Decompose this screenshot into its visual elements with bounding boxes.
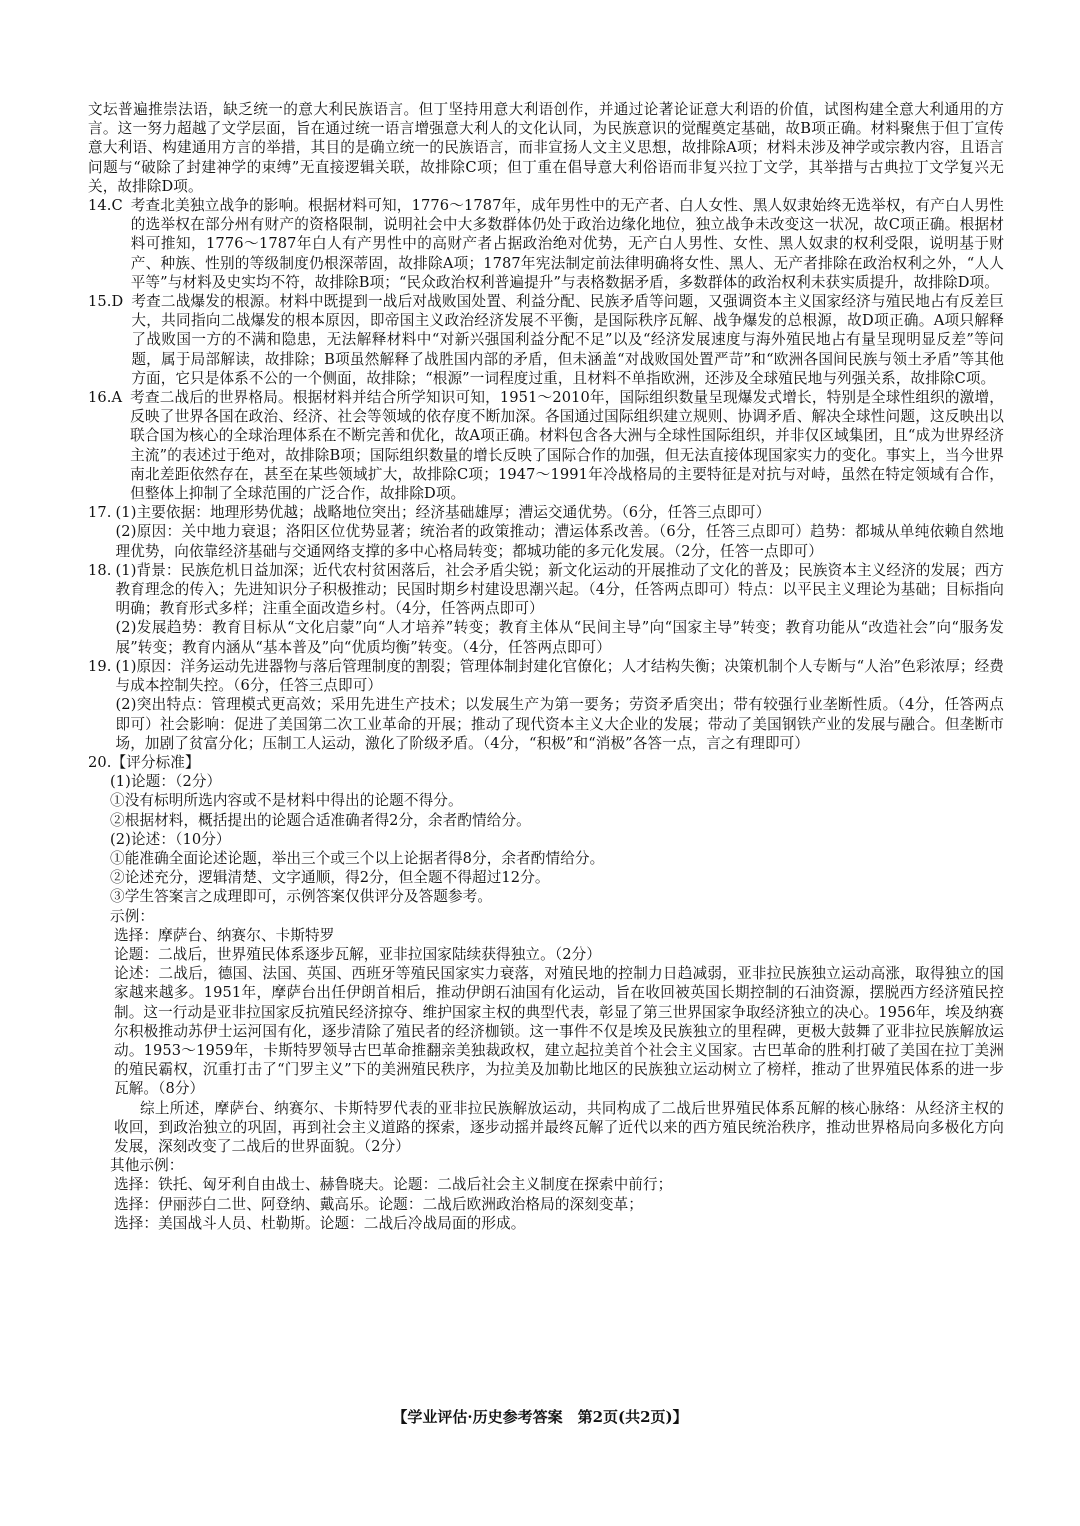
example-summary: 综上所述，摩萨台、纳赛尔、卡斯特罗代表的亚非拉民族解放运动，共同构成了二战后世界殖民体系瓦解的核心脉络：从经济主权的收回，到政治独立的巩固，再到社会主义道路的探索，逐步动摇并最终瓦解了近代以来的西方殖民统治秩序，推动世界格局向多极化方向发展，深刻改变了二战后的世界面貌。（2分） <box>114 1099 1004 1155</box>
answer-18-body <box>116 561 1004 657</box>
criteria-topic-1: ①没有标明所选内容或不是材料中得出的论题不得分。 <box>110 792 463 810</box>
example-label: 示例： <box>110 907 155 925</box>
answer-15 <box>88 292 1004 388</box>
criteria-argument: (2)论述：（10分） <box>110 830 231 848</box>
other-examples <box>110 1156 1004 1175</box>
answer-17 <box>88 503 1004 561</box>
answer-19-part1: (1)原因：洋务运动先进器物与落后管理制度的割裂；管理体制封建化官僚化；人才结构失衡；决策机制个人专断与“人治”色彩浓厚；经费与成本控制失控。（6分，任答三点即可） <box>115 657 1004 695</box>
other-example-2: 选择：伊丽莎白二世、阿登纳、戴高乐。论题：二战后欧洲政治格局的深刻变革； <box>114 1195 643 1213</box>
answer-15-text: 考查二战爆发的根源。材料中既提到一战后对战败国处置、利益分配、民族矛盾等问题，又强调资本主义国家经济与殖民地占有反差巨大，共同指向二战爆发的根本原因，即帝国主义政治经济发展不平衡，是国际秩序瓦解、战争爆发的总根源，故D项正确。A项只解释了战败国一方的不满和隐患，无法解释材料中“对新兴强国利益分配不足”以及“经济发展速度与海外殖民地占有量呈现明显反差”等问题，属于局部解读，故排除；B项虽然解释了战胜国内部的矛盾，但未涵盖“对战败国处置严苛”和“欧洲各国间民族与领土矛盾”等其他方面，它只是体系不公的一个侧面，故排除；“根源”一词程度过重，且材料不单指欧洲，还涉及全球殖民地与列强关系，故排除C项。 <box>131 293 1004 387</box>
answer-content <box>88 100 1004 1233</box>
answer-17-part1: (1)主要依据：地理形势优越；战略地位突出；经济基础雄厚；漕运交通优势。（6分，任答三点即可） <box>115 504 771 522</box>
answer-16-text: 考查二战后的世界格局。根据材料并结合所学知识可知，1951～2010年，国际组织数量呈现爆发式增长，特别是全球性组织的激增，反映了世界各国在政治、经济、社会等领域的依存度不断加深。各国通过国际组织建立规则、协调矛盾、解决全球性问题，这反映出以联合国为核心的全球治理体系在不断完善和优化，故A项正确。材料包含各大洲与全球性国际组织，并非仅区域集团，且“成为世界经济主流”的表述过于绝对，故排除B项；国际组织数量的增长反映了国际合作的加强，但无法直接体现国家实力的变化。事实上，当今世界南北差距依然存在，甚至在某些领域扩大，故排除C项；1947～1991年冷战格局的主要特征是对抗与对峙，虽然在特定领域有合作，但整体上抑制了全球范围的广泛合作，故排除D项。 <box>130 389 1004 503</box>
example-choice: 选择：摩萨台、纳赛尔、卡斯特罗 <box>114 926 335 944</box>
example-topic: 论题：二战后，世界殖民体系逐步瓦解，亚非拉国家陆续获得独立。（2分） <box>114 945 601 963</box>
answer-20-number: 20. <box>88 753 112 771</box>
other-examples-label: 其他示例： <box>110 1157 184 1175</box>
answer-15-number: 15.D <box>88 293 124 311</box>
answer-17-part2: (2)原因：关中地力衰退；洛阳区位优势显著；统治者的政策推动；漕运体系改善。（6分，任答三点即可）趋势：都城从单纯依赖自然地理优势，向依靠经济基础与交通网络支撑的多中心格局转变；都城功能的多元化发展。（2分，任答一点即可） <box>115 523 1004 560</box>
answer-18 <box>88 561 1004 657</box>
page-footer: 【学业评估·历史参考答案 第2页(共2页)】 <box>392 1408 688 1426</box>
answer-14 <box>88 196 1004 292</box>
answer-14-text: 考查北美独立战争的影响。根据材料可知，1776～1787年，成年男性中的无产者、白人女性、黑人奴隶始终无选举权，有产白人男性的选举权在部分州有财产的资格限制，说明社会中大多数群体仍处于政治边缘化地位，独立战争未改变这一状况，故C项正确。根据材料可推知，1776～1787年白人有产男性中的高财产者占据政治绝对优势，无产白人男性、女性、黑人奴隶的权利受限，说明基于财产、种族、性别的等级制度仍根深蒂固，故排除A项；1787年宪法制定前法律明确将女性、黑人、无产者排除在政治权利之外，“人人平等”与材料及史实均不符，故排除B项；“民众政治权利普遍提升”与表格数据矛盾，多数群体的政治权利未获实质提升，故排除D项。 <box>130 197 1004 291</box>
answer-19-part2: (2)突出特点：管理模式更高效；采用先进生产技术；以发展生产为第一要务；劳资矛盾突出；带有较强行业垄断性质。（4分，任答两点即可）社会影响：促进了美国第二次工业革命的开展；推动了现代资本主义大企业的发展；带动了美国钢铁产业的发展与融合。但垄断市场，加剧了贫富分化；压制工人运动，激化了阶级矛盾。（4分，“积极”和“消极”各答一点，言之有理即可） <box>115 696 1004 752</box>
criteria-argument-2: ②论述充分，逻辑清楚、文字通顺，得2分，但全题不得超过12分。 <box>110 869 550 887</box>
answer-18-part1: (1)背景：民族危机日益加深；近代农村贫困落后，社会矛盾尖锐；新文化运动的开展推动了文化的普及；民族资本主义经济的发展；西方教育理念的传入；先进知识分子积极推动；民国时期乡村建设思潮兴起。（4分，任答两点即可）特点：以平民主义理论为基础；目标指向明确；教育形式多样；注重全面改造乡村。（4分，任答两点即可） <box>115 561 1004 618</box>
other-example-1: 选择：铁托、匈牙利自由战士、赫鲁晓夫。论题：二战后社会主义制度在探索中前行； <box>114 1176 673 1194</box>
criteria-topic-2: ②根据材料，概括提出的论题合适准确者得2分，余者酌情给分。 <box>110 811 531 829</box>
answer-16-number: 16.A <box>88 389 123 407</box>
answer-20-title: 【评分标准】 <box>111 753 200 771</box>
answer-14-number: 14.C <box>88 197 123 215</box>
answer-17-body <box>116 503 1004 561</box>
answer-18-number: 18. <box>88 561 112 579</box>
q13-continuation: 文坛普遍推崇法语，缺乏统一的意大利民族语言。但丁坚持用意大利语创作，并通过论著论证意大利语的价值，试图构建全意大利通用的方言。这一努力超越了文学层面，旨在通过统一语言增强意大利人的文化认同，为民族意识的觉醒奠定基础，故B项正确。材料聚焦于但丁宣传意大利语、构建通用方言的举措，其目的是确立统一的民族语言，而非宣扬人文主义思想，故排除A项；材料未涉及神学或宗教内容，且语言问题与“破除了封建神学的束缚”无直接逻辑关联，故排除C项；但丁重在倡导意大利俗语而非复兴拉丁文学，其举措与古典拉丁文学复兴无关，故排除D项。 <box>88 101 1004 195</box>
answer-20 <box>88 753 1004 772</box>
criteria-topic: (1)论题：（2分） <box>110 773 222 791</box>
other-example-3: 选择：美国战斗人员、杜勒斯。论题：二战后冷战局面的形成。 <box>114 1214 526 1232</box>
other-examples-list <box>114 1175 1004 1233</box>
answer-19-body <box>116 657 1004 753</box>
answer-19 <box>88 657 1004 753</box>
answer-16 <box>88 388 1004 503</box>
answer-19-number: 19. <box>88 657 112 675</box>
example-body: 论述：二战后，德国、法国、英国、西班牙等殖民国家实力衰落，对殖民地的控制力日趋减弱，亚非拉民族独立运动高涨，取得独立的国家越来越多。1951年，摩萨台出任伊朗首相后，推动伊朗石油国有化运动，旨在收回被英国长期控制的石油资源，摆脱西方经济殖民控制。这一行动是亚非拉国家反抗殖民经济掠夺、维护国家主权的典型代表，彰显了第三世界国家争取经济独立的决心。1956年，埃及纳赛尔积极推动苏伊士运河国有化，逐步清除了殖民者的经济枷锁。这一事件不仅是埃及民族独立的里程碑，更极大鼓舞了亚非拉民族解放运动。1953～1959年，卡斯特罗领导古巴革命推翻亲美独裁政权，建立起拉美首个社会主义国家。古巴革命的胜利打破了美国在拉丁美洲的殖民霸权，沉重打击了“门罗主义”下的美洲殖民秩序，为拉美及加勒比地区的民族独立运动树立了榜样，推动了世界殖民体系的进一步瓦解。（8分） <box>114 965 1004 1098</box>
answer-18-part2: (2)发展趋势：教育目标从“文化启蒙”向“人才培养”转变；教育主体从“民间主导”向“国家主导”转变；教育功能从“改造社会”向“服务发展”转变；教育内涵从“基本普及”向“优质均衡”转变。（4分，任答两点即可） <box>115 619 1004 656</box>
answer-20-criteria <box>110 772 1004 926</box>
example-answer <box>114 926 1004 1156</box>
answer-17-number: 17. <box>88 504 112 522</box>
criteria-argument-3: ③学生答案言之成理即可，示例答案仅供评分及答题参考。 <box>110 888 493 906</box>
criteria-argument-1: ①能准确全面论述论题，举出三个或三个以上论据者得8分，余者酌情给分。 <box>110 849 605 867</box>
